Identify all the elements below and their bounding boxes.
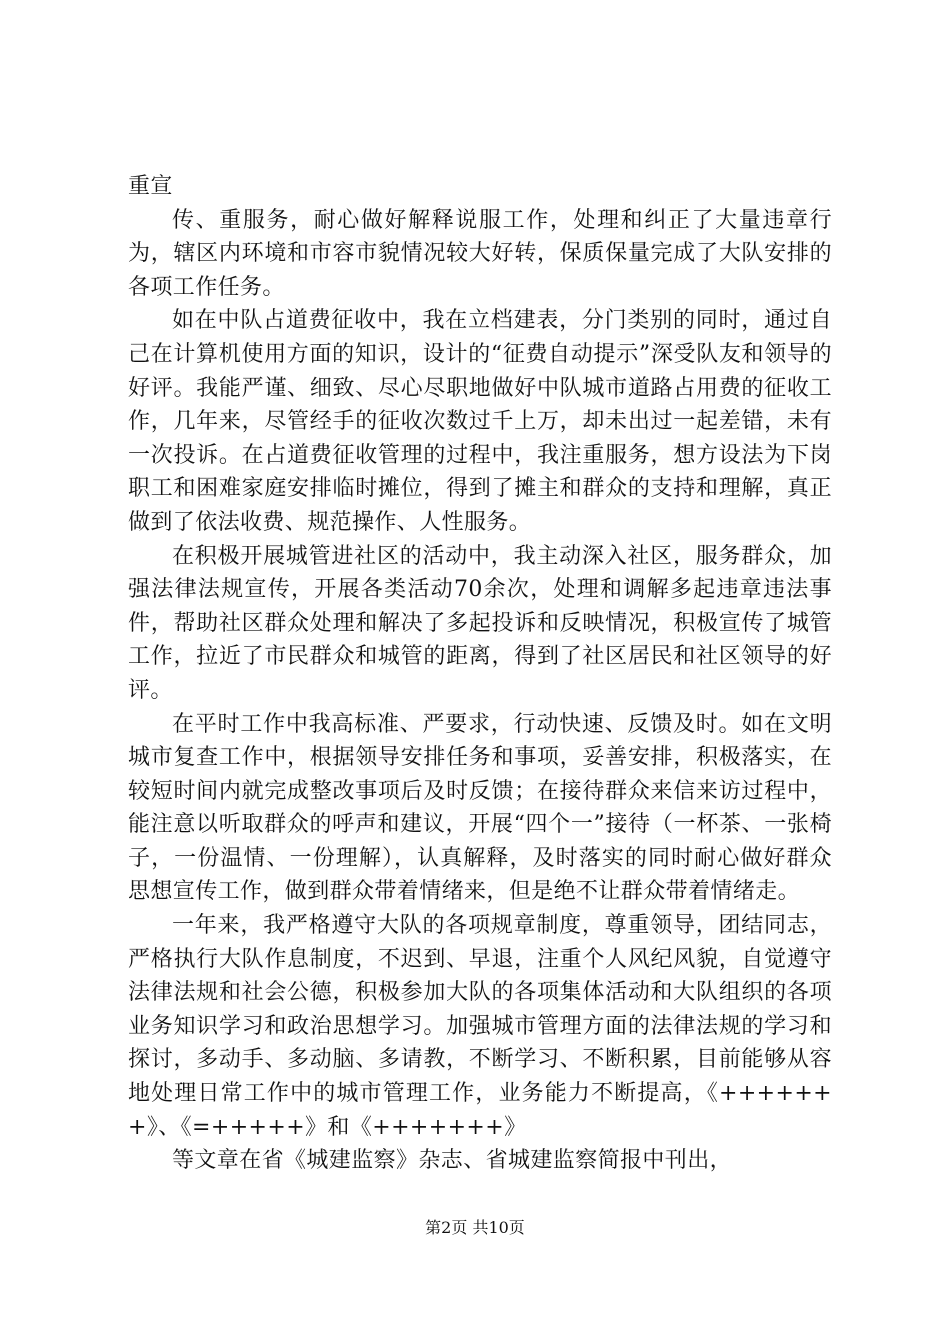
- paragraph-4: 在平时工作中我高标准、严要求，行动快速、反馈及时。如在文明城市复查工作中，根据领导安排任务和事项，妥善安排，积极落实，在较短时间内就完成整改事项后及时反馈；在接待群众来信来访过程中，能注意以听取群众的呼声和建议，开展“四个一”接待（一杯茶、一张椅子，一份温情、一份理解），认真解释，及时落实的同时耐心做好群众思想宣传工作，做到群众带着情绪来，但是绝不让群众带着情绪走。: [128, 711, 832, 905]
- page-number: 第2页 共10页: [425, 1218, 525, 1237]
- paragraph-5: 一年来，我严格遵守大队的各项规章制度，尊重领导，团结同志，严格执行大队作息制度，不迟到、早退，注重个人风纪风貌，自觉遵守法律法规和社会公德，积极参加大队的各项集体活动和大队组织的各项业务知识学习和政治思想学习。加强城市管理方面的法律法规的学习和探讨，多动手、多动脑、多请教，不断学习、不断积累，目前能够从容地处理日常工作中的城市管理工作，业务能力不断提高，《+++++++》、《=+++++》和《+++++++》: [128, 913, 832, 1140]
- document-body: [128, 170, 832, 1178]
- paragraph-3: 在积极开展城管进社区的活动中，我主动深入社区，服务群众，加强法律法规宣传，开展各类活动70余次，处理和调解多起违章违法事件，帮助社区群众处理和解决了多起投诉和反映情况，积极宣传了城管工作，拉近了市民群众和城管的距离，得到了社区居民和社区领导的好评。: [128, 543, 832, 703]
- paragraph-2: 如在中队占道费征收中，我在立档建表，分门类别的同时，通过自己在计算机使用方面的知识，设计的“征费自动提示”深受队友和领导的好评。我能严谨、细致、尽心尽职地做好中队城市道路占用费的征收工作，几年来，尽管经手的征收次数过千上万，却未出过一起差错，未有一次投诉。在占道费征收管理的过程中，我注重服务，想方设法为下岗职工和困难家庭安排临时摊位，得到了摊主和群众的支持和理解，真正做到了依法收费、规范操作、人性服务。: [128, 308, 832, 535]
- paragraph-1: 传、重服务，耐心做好解释说服工作，处理和纠正了大量违章行为，辖区内环境和市容市貌情况较大好转，保质保量完成了大队安排的各项工作任务。: [128, 207, 832, 300]
- page-footer: [0, 1215, 950, 1238]
- paragraph-0: 重宣: [128, 174, 173, 199]
- paragraph-6: 等文章在省《城建监察》杂志、省城建监察简报中刊出，: [172, 1148, 733, 1174]
